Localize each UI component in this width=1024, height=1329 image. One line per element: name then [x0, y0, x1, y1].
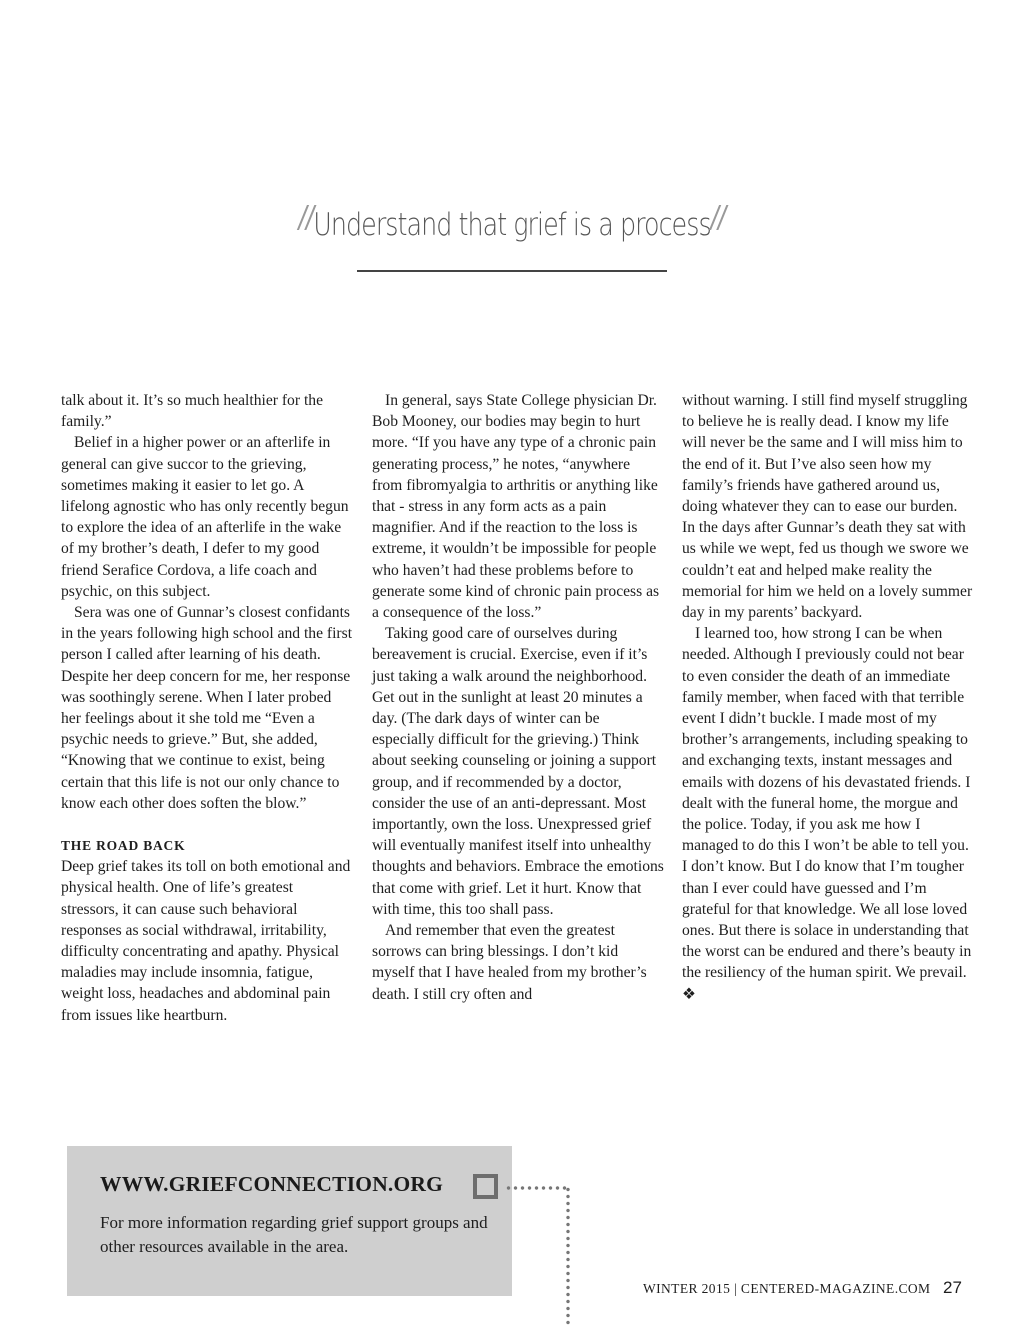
paragraph: Taking good care of ourselves during bereavement is crucial. Exercise, even if it’s just taking a walk around the neighborhood. Get out in the sunlight at least 20 minutes a day. (The dark days of winter can be especially difficult for the grieving.) Think about seeking counseling or joining a support group, and if recommended by a doctor, consider the use of an anti-depressant. Most importantly, own the loss. Unexpressed grief will eventually manifest itself into unhealthy thoughts and behaviors. Embrace the emotions that come with grief. Let it hurt. Know that with time, this too shall pass. [372, 625, 664, 918]
section-heading: THE ROAD BACK [61, 838, 186, 854]
paragraph: without warning. I still find myself struggling to believe he is really dead. I know my life will never be the same and I will miss him to the end of it. But I’ve also seen how my family’s friends have gathered around us, doing whatever they can to ease our burden. In the days after Gunnar’s death they sat with us while we wept, fed us though we swore we couldn’t eat and helped make reality the memorial for him we held on a lovely summer day in my parents’ backyard. [682, 392, 973, 622]
pull-quote-rule [357, 270, 667, 272]
open-quote-mark: // [298, 200, 314, 235]
footer-issue-line: WINTER 2015 | CENTERED-MAGAZINE.COM [643, 1281, 931, 1296]
resource-url-link[interactable]: WWW.GRIEFCONNECTION.ORG [100, 1172, 444, 1196]
article-column-3 [682, 390, 974, 1005]
paragraph: In general, says State College physician Dr. Bob Mooney, our bodies may begin to hurt more. “If you have any type of a chronic pain generating process,” he notes, “anywhere from fibromyalgia to arthritis or anything like that - stress in any form acts as a pain magnifier. And if the reaction to the loss is extreme, it wouldn’t be impossible for people who haven’t had these problems before to generate some kind of chronic pain process as a consequence of the loss.” [372, 392, 660, 622]
paragraph: I learned too, how strong I can be when needed. Although I previously could not bear to even consider the death of an immediate family member, when faced with that terrible event I didn’t buckle. I made most of my brother’s arrangements, including speaking to and exchanging texts, instant messages and emails with dozens of his devastated friends. I dealt with the funeral home, the morgue and the police. Today, if you ask me how I managed to do this I won’t be able to tell you. I don’t know. But I do know that I’m tougher than I ever could have guessed and I’m grateful for that knowledge. We all lose loved ones. But there is solace in understanding that the worst can be endured and there’s beauty in the resiliency of the human spirit. We prevail. ❖ [682, 625, 972, 1003]
paragraph: Deep grief takes its toll on both emotional and physical health. One of life’s greatest stressors, it can cause such behavioral responses as social withdrawal, irritability, difficulty concentrating and apathy. Physical maladies may include insomnia, fatigue, weight loss, headaches and abdominal pain from issues like heartburn. [61, 858, 351, 1024]
dotted-line-horizontal [505, 1186, 569, 1190]
pull-quote-text: Understand that grief is a process [313, 207, 711, 243]
dotted-line-vertical [566, 1186, 570, 1326]
resource-description: For more information regarding grief support groups and other resources available in the area. [100, 1213, 488, 1256]
close-quote-mark: // [710, 200, 726, 235]
paragraph: Sera was one of Gunnar’s closest confidants in the years following high school and the first person I called after learning of his death. Despite her deep concern for me, her response was soothingly serene. When I later probed her feelings about it she told me “Even a psychic needs to grieve.” But, she added, “Knowing that we continue to exist, being certain that this life is not our only chance to know each other does soften the blow.” [61, 604, 353, 812]
article-column-2 [372, 390, 664, 1005]
page-number: 27 [943, 1278, 962, 1297]
paragraph: Belief in a higher power or an afterlife in general can give succor to the grieving, sometimes making it easier to let go. A lifelong agnostic who has only recently begun to explore the idea of an afterlife in the wake of my brother’s death, I defer to my good friend Serafice Cordova, a life coach and psychic, on this subject. [61, 434, 349, 600]
paragraph: And remember that even the greatest sorrows can bring blessings. I don’t kid myself that I have healed from my brother’s death. I still cry often and [372, 922, 647, 1003]
paragraph: talk about it. It’s so much healthier for the family.” [61, 392, 323, 431]
article-column-1 [61, 390, 353, 1026]
square-bullet-icon [473, 1174, 498, 1199]
pull-quote [92, 200, 932, 243]
